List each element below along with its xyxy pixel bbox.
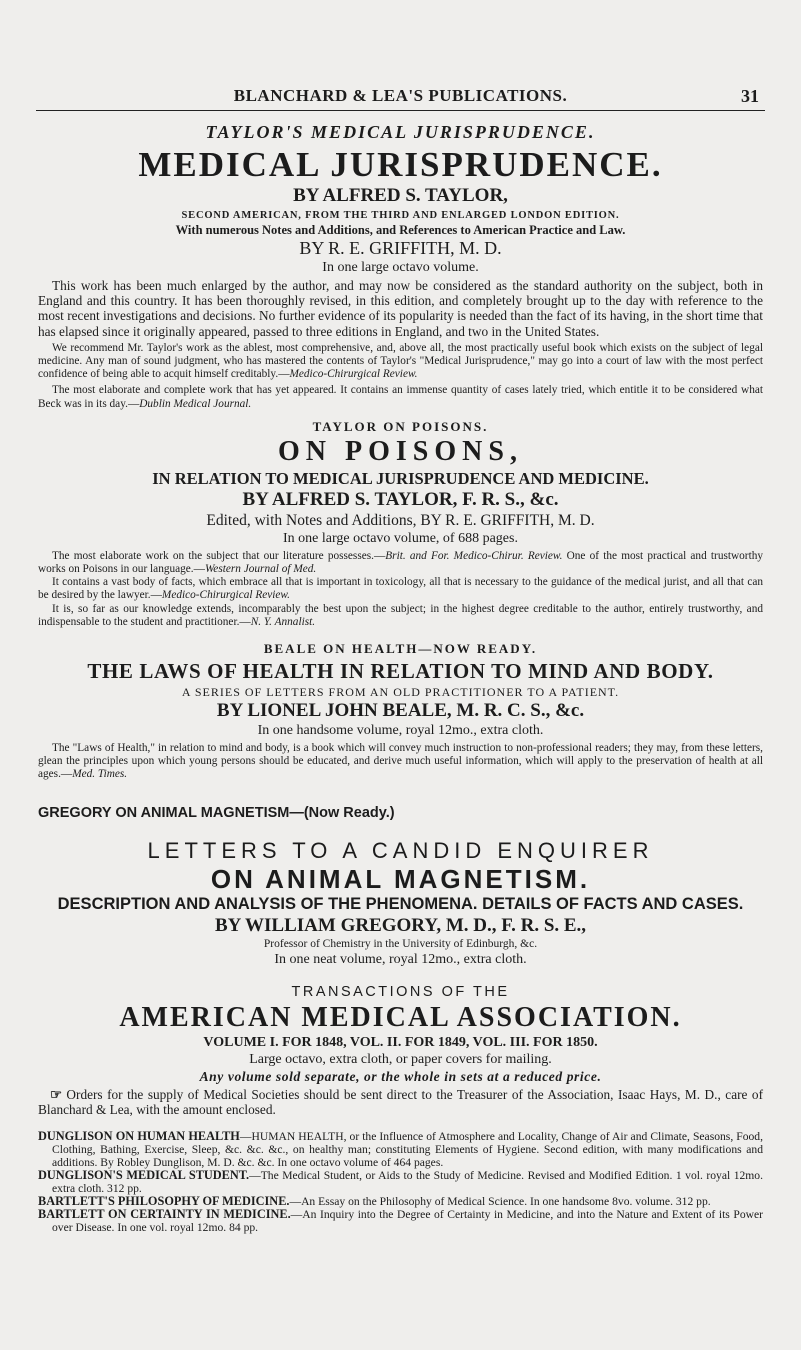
format-line: Large octavo, extra cloth, or paper covers for mailing. (249, 1051, 552, 1067)
ad-text: —HUMAN HEALTH, or the Influence of Atmosphere and Locality, Change of Air and Climate, Seasons, Food, Clothing, Bathing, Exercise, Sleep, &c. &c. &c., on healthy man; constituting Elements of Hygiene. Second edition, with many modifications and additions. By Robley Dunglison, M. D. &c. &c. In one octavo volume of 464 pages. (52, 1129, 763, 1169)
list-item (38, 1130, 763, 1169)
section-heading: GREGORY ON ANIMAL MAGNETISM—(Now Ready.) (38, 805, 395, 822)
editor-line: Edited, with Notes and Additions, BY R. E. GRIFFITH, M. D. (206, 511, 595, 529)
section-heading: TAYLOR'S MEDICAL JURISPRUDENCE. (205, 122, 596, 142)
description-text: The "Laws of Health," in relation to mind and body, is a book which will convey much instruction to non-professional readers; they may, from these letters, glean the principles upon which young persons should be educated, and derive much useful information, which will apply to the preservation of health at all ages. (38, 742, 763, 781)
book-title-line-1: LETTERS TO A CANDID ENQUIRER (147, 837, 654, 863)
author-line: BY WILLIAM GREGORY, M. D., F. R. S. E., (214, 914, 587, 936)
book-title-line-2: AMERICAN MEDICAL ASSOCIATION. (119, 1001, 682, 1033)
taylor-jurisprudence-ad (38, 122, 763, 411)
description: The "Laws of Health," in relation to mind and body, is a book which will convey much instruction to non-professional readers; they may, from these letters, glean the principles upon which young persons should be educated, and derive much useful information, which will apply to the preservation of health at all ages.—Med. Times. (38, 742, 763, 781)
header-rule (36, 110, 765, 111)
review-text: The most elaborate work on the subject that our literature possesses. (52, 549, 374, 562)
review-text: It contains a vast body of facts, which embrace all that is important in toxicology, all that is necessary to the guidance of the medical jurist, and all that can be desired by the lawyer. (38, 576, 763, 602)
review-quote: We recommend Mr. Taylor's work as the ablest, most comprehensive, and, above all, the most practically useful book which exists on the subject of legal medicine. Any man of sound judgment, who has mastered the contents of Taylor's "Medical Jurisprudence," may go into a court of law with the most perfect confidence of being able to acquit himself creditably.—Medico-Chirurgical Review. (38, 341, 763, 381)
volume-line: In one handsome volume, royal 12mo., extra cloth. (257, 723, 544, 739)
author-line: BY ALFRED S. TAYLOR, (293, 185, 508, 206)
ama-transactions-ad (38, 983, 763, 1118)
review-text: One of the most practical and trustworthy works on Poisons in our language. (38, 549, 764, 576)
book-title: ON POISONS, (278, 435, 523, 467)
author-line: BY LIONEL JOHN BEALE, M. R. C. S., &c. (216, 700, 585, 722)
ad-text: —An Essay on the Philosophy of Medical Science. In one handsome 8vo. volume. 312 pp. (289, 1195, 711, 1209)
ad-text: —An Inquiry into the Degree of Certainty in Medicine, and into the Nature and Extent of its Power over Disease. In one vol. royal 12mo. 84 pp. (52, 1208, 763, 1235)
short-ads (38, 1130, 763, 1235)
ad-title: DUNGLISON'S MEDICAL STUDENT. (38, 1167, 250, 1182)
review-source: Dublin Medical Journal. (139, 397, 252, 410)
review-text: It is, so far as our knowledge extends, incomparably the best upon the subject; in the highest degree creditable to the author, entirely trustworthy, and indispensable to the student and practitioner. (38, 602, 763, 628)
book-title-line-1: TRANSACTIONS OF THE (291, 983, 510, 1000)
review-quote: It contains a vast body of facts, which embrace all that is important in toxicology, all that is necessary to the guidance of the medical jurist, and all that can be desired by the lawyer.—Medico-Chirurgical Review. (38, 576, 763, 602)
ad-title: DUNGLISON ON HUMAN HEALTH (38, 1128, 240, 1143)
sale-note: Any volume sold separate, or the whole in sets at a reduced price. (199, 1068, 602, 1084)
volume-line: In one large octavo volume. (322, 260, 479, 275)
review-quotes: The most elaborate work on the subject that our literature possesses.—Brit. and For. Medico-Chirur. Review. One of the most practical and trustworthy works on Poisons in our language.—Western Journal of Med. (38, 549, 764, 576)
orders-note (38, 1087, 763, 1118)
review-text: We recommend Mr. Taylor's work as the ablest, most comprehensive, and, above all, the most practically useful book which exists on the subject of legal medicine. Any man of sound judgment, who has mastered the contents of Taylor's "Medical Jurisprudence," may go into a court of law with the most perfect confidence of being able to acquit himself creditably. (38, 341, 763, 381)
list-item (38, 1208, 763, 1234)
book-title: MEDICAL JURISPRUDENCE. (138, 145, 663, 184)
description: This work has been much enlarged by the author, and may now be considered as the standard authority on the subject, both in England and this country. It has been thoroughly revised, in this edition, and completely brought up to the day with reference to the most recent investigations and decisions. No further evidence of its popularity is needed than the fact of its having, in the short time that has elapsed since it originally appeared, passed to three editions in England, and two in the United States. (38, 278, 763, 339)
notes-line: With numerous Notes and Additions, and References to American Practice and Law. (175, 223, 626, 237)
author-position: Professor of Chemistry in the University of Edinburgh, &c. (263, 937, 538, 950)
orders-text: Orders for the supply of Medical Societies should be sent direct to the Treasurer of the Association, Isaac Hays, M. D., care of Blanchard & Lea, with the amount enclosed. (38, 1086, 763, 1118)
review-text: The most elaborate and complete work that has yet appeared. It contains an immense quantity of cases lately tried, which entitle it to be considered what Beck was in its day. (38, 384, 763, 410)
section-heading: BEALE ON HEALTH—NOW READY. (263, 641, 538, 657)
volumes-line: VOLUME I. FOR 1848, VOL. II. FOR 1849, VOL. III. FOR 1850. (203, 1034, 598, 1050)
gregory-magnetism-ad (38, 804, 763, 968)
book-subtitle: DESCRIPTION AND ANALYSIS OF THE PHENOMENA. DETAILS OF FACTS AND CASES. (57, 894, 744, 913)
book-title-line-2: ON ANIMAL MAGNETISM. (210, 863, 591, 894)
review-source: N. Y. Annalist. (250, 615, 316, 628)
series-line: A SERIES OF LETTERS FROM AN OLD PRACTITIONER TO A PATIENT. (181, 685, 620, 700)
volume-line: In one neat volume, royal 12mo., extra cloth. (274, 951, 527, 967)
volume-line: In one large octavo volume, of 688 pages. (283, 530, 518, 546)
running-title: BLANCHARD & LEA'S PUBLICATIONS. (233, 86, 568, 105)
editor-line: BY R. E. GRIFFITH, M. D. (299, 238, 502, 258)
ad-title: BARTLETT ON CERTAINTY IN MEDICINE. (38, 1207, 291, 1222)
review-source: Medico-Chirurgical Review. (161, 589, 290, 602)
beale-health-ad (38, 640, 763, 782)
page-number: 31 (741, 86, 759, 106)
edition-line: SECOND AMERICAN, FROM THE THIRD AND ENLARGED LONDON EDITION. (181, 210, 620, 221)
review-source: Med. Times. (72, 768, 128, 781)
page-content (38, 118, 763, 1234)
ad-text: —The Medical Student, or Aids to the Study of Medicine. Revised and Modified Edition. 1 vol. royal 12mo. extra cloth. 312 pp. (52, 1168, 763, 1196)
book-subtitle: IN RELATION TO MEDICAL JURISPRUDENCE AND MEDICINE. (152, 468, 649, 488)
ad-title: BARTLETT'S PHILOSOPHY OF MEDICINE. (38, 1194, 290, 1209)
list-item (38, 1169, 763, 1195)
taylor-poisons-ad (38, 418, 763, 629)
section-heading: TAYLOR ON POISONS. (312, 418, 489, 434)
review-source: Medico-Chirurgical Review. (289, 368, 418, 381)
review-source: Western Journal of Med. (204, 563, 317, 576)
running-head (38, 86, 763, 110)
review-source: Brit. and For. Medico-Chirur. Review. (385, 549, 563, 562)
pointing-hand-icon: ☞ (50, 1086, 62, 1102)
author-line: BY ALFRED S. TAYLOR, F. R. S., &c. (242, 488, 559, 510)
book-title: THE LAWS OF HEALTH IN RELATION TO MIND AND BODY. (87, 659, 714, 684)
review-quote: It is, so far as our knowledge extends, incomparably the best upon the subject; in the highest degree creditable to the author, entirely trustworthy, and indispensable to the student and practitioner.—N. Y. Annalist. (38, 602, 763, 628)
review-quote: The most elaborate and complete work that has yet appeared. It contains an immense quantity of cases lately tried, which entitle it to be considered what Beck was in its day.—Dublin Medical Journal. (38, 384, 763, 410)
